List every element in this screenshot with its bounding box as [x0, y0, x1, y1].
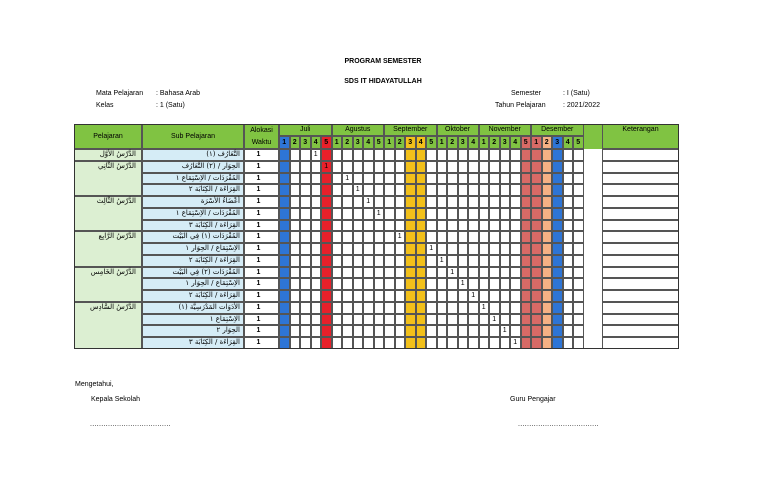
- schedule-mark: 1: [313, 151, 318, 158]
- lesson-name: الدَّرْسُ الأَوَّل: [99, 150, 136, 158]
- signature-line-kepala: ....................................: [90, 421, 171, 428]
- kelas-label: Kelas: [96, 102, 114, 109]
- week-number: 3: [502, 139, 507, 146]
- week-number: 1: [334, 139, 339, 146]
- schedule-mark: 1: [481, 303, 486, 311]
- month-name: September: [393, 126, 428, 133]
- schedule-mark: 1: [460, 280, 465, 288]
- week-number: 4: [366, 139, 371, 146]
- week-number: 1: [439, 139, 444, 146]
- sub-name: المُفْرَدَات (٢) فِي البَيْت: [172, 267, 240, 276]
- alokasi-value: 1: [256, 268, 261, 276]
- sub-name: الحِوَار / (٢) التَّعَارُف: [181, 161, 240, 170]
- lesson-name: الدَّرْسُ الثَّانِي: [97, 161, 136, 170]
- week-number: 3: [408, 139, 413, 146]
- schedule-mark: 1: [502, 327, 507, 335]
- header-keterangan: Keterangan: [622, 126, 659, 133]
- mengetahui-label: Mengetahui,: [75, 381, 114, 388]
- schedule-mark: 1: [324, 162, 329, 170]
- header-pelajaran: Pelajaran: [93, 133, 123, 140]
- week-number: 1: [282, 139, 287, 146]
- week-number: 4: [513, 139, 518, 146]
- alokasi-value: 1: [256, 233, 261, 241]
- week-number: 1: [481, 139, 486, 146]
- week-number: 2: [450, 139, 455, 146]
- kepala-sekolah-label: Kepala Sekolah: [91, 396, 141, 403]
- mapel-value: : Bahasa Arab: [156, 90, 200, 97]
- alokasi-value: 1: [256, 327, 261, 335]
- sub-name: الاِسْتِمَاع / الحِوَار ١: [185, 244, 240, 252]
- schedule-mark: 1: [450, 268, 455, 276]
- sub-name: التَّعَارُف (١): [206, 150, 240, 158]
- header-waktu: Waktu: [251, 139, 272, 146]
- semester-label: Semester: [511, 90, 541, 97]
- alokasi-value: 1: [256, 209, 261, 217]
- week-number: 5: [576, 139, 581, 146]
- lesson-name: الدَّرْسُ الثَّالِث: [96, 197, 136, 205]
- week-number: 5: [429, 139, 434, 146]
- schedule-mark: 1: [429, 245, 434, 252]
- alokasi-value: 1: [256, 198, 261, 205]
- month-name: Desember: [541, 126, 574, 133]
- week-number: 5: [376, 139, 381, 146]
- month-name: Agustus: [345, 126, 371, 133]
- school-name: SDS IT HIDAYATULLAH: [344, 78, 422, 85]
- sub-name: القِرَاءَة / الكِتَابَة ٢: [188, 291, 240, 299]
- month-name: November: [488, 126, 521, 133]
- week-number: 2: [292, 139, 297, 146]
- sub-name: القِرَاءَة / الكِتَابَة ٣: [188, 220, 240, 229]
- week-number: 4: [565, 139, 570, 146]
- schedule-mark: 1: [513, 339, 518, 346]
- week-number: 5: [324, 139, 329, 146]
- schedule-mark: 1: [355, 186, 360, 194]
- alokasi-value: 1: [256, 339, 261, 346]
- sub-name: الاِسْتِمَاع ١: [209, 314, 240, 323]
- week-number: 1: [534, 139, 539, 146]
- schedule-mark: 1: [376, 209, 381, 217]
- alokasi-value: 1: [256, 256, 261, 264]
- week-number: 4: [418, 139, 423, 146]
- mapel-label: Mata Pelajaran: [96, 90, 144, 97]
- month-name: Juli: [299, 126, 311, 133]
- kelas-value: : 1 (Satu): [156, 102, 185, 109]
- alokasi-value: 1: [256, 280, 261, 288]
- week-number: 5: [523, 139, 528, 146]
- sub-name: القِرَاءَة / الكِتَابَة ٢: [188, 185, 240, 194]
- schedule-mark: 1: [492, 315, 497, 323]
- week-number: 3: [355, 139, 360, 146]
- lesson-name: الدَّرْسُ الرَّابِع: [98, 232, 136, 241]
- alokasi-value: 1: [256, 245, 261, 252]
- signature-line-guru: ....................................: [518, 421, 599, 428]
- sub-name: أَعْضَاءُ الأُسْرَة: [200, 197, 240, 205]
- sub-name: المُفْرَدَات (١) فِي البَيْت: [172, 232, 240, 241]
- lesson-name: الدَّرْسُ السَّادِس: [89, 302, 136, 311]
- header-sub: Sub Pelajaran: [171, 133, 215, 140]
- week-number: 1: [387, 139, 392, 146]
- lesson-name: الدَّرْسُ الخَامِس: [90, 267, 136, 276]
- tahun-label: Tahun Pelajaran: [495, 102, 546, 109]
- alokasi-value: 1: [256, 162, 261, 170]
- alokasi-value: 1: [256, 292, 261, 299]
- alokasi-value: 1: [256, 186, 261, 194]
- schedule-mark: 1: [366, 198, 371, 205]
- week-number: 4: [471, 139, 476, 146]
- semester-value: : I (Satu): [563, 90, 590, 97]
- week-number: 4: [313, 139, 318, 146]
- week-number: 2: [492, 139, 497, 146]
- sub-name: القِرَاءَة / الكِتَابَة ٢: [188, 255, 240, 264]
- alokasi-value: 1: [256, 221, 261, 229]
- document-title: PROGRAM SEMESTER: [344, 58, 422, 65]
- sub-name: المُفْرَدَات / الاِسْتِمَاع ١: [175, 173, 240, 182]
- week-number: 2: [397, 139, 402, 146]
- schedule-mark: 1: [471, 292, 476, 299]
- week-number: 2: [345, 139, 350, 146]
- alokasi-value: 1: [256, 151, 261, 158]
- sub-name: المُفْرَدَات / الاِسْتِمَاع ١: [175, 208, 240, 217]
- table-outline: [74, 124, 679, 349]
- guru-pengajar-label: Guru Pengajar: [510, 396, 556, 403]
- week-number: 3: [555, 139, 560, 146]
- alokasi-value: 1: [256, 174, 261, 182]
- month-name: Oktober: [445, 126, 470, 133]
- schedule-mark: 1: [345, 174, 350, 182]
- week-number: 3: [460, 139, 465, 146]
- week-number: 3: [303, 139, 308, 146]
- sub-name: القِرَاءَة / الكِتَابَة ٣: [188, 338, 240, 346]
- week-number: 2: [544, 139, 549, 146]
- schedule-mark: 1: [439, 256, 444, 264]
- alokasi-value: 1: [256, 303, 261, 311]
- sub-name: الأَدَوَات المَدْرَسِيَّة (١): [178, 302, 240, 311]
- header-alokasi: Alokasi: [250, 127, 273, 134]
- schedule-mark: 1: [397, 233, 402, 241]
- alokasi-value: 1: [256, 315, 261, 323]
- sub-name: الحِوَار ٢: [216, 326, 240, 335]
- tahun-value: : 2021/2022: [563, 102, 600, 109]
- sub-name: الاِسْتِمَاع / الحِوَار ١: [185, 279, 240, 288]
